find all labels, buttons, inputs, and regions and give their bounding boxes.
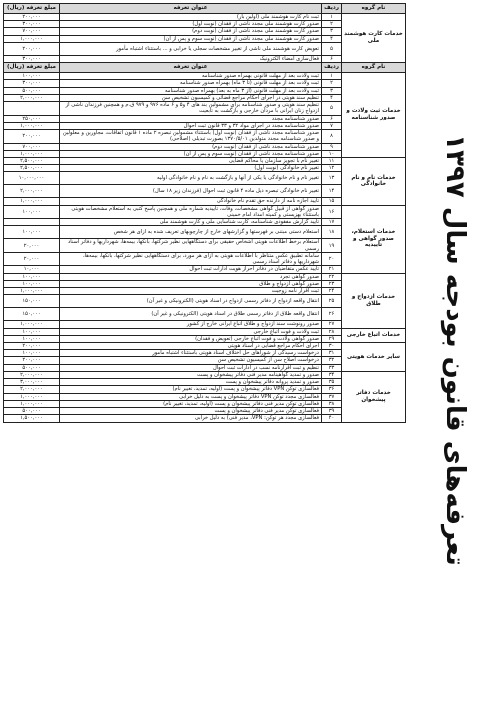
- header-row: ردیف: [322, 63, 342, 73]
- title-cell: استعلام برخط اطلاعات هویتی اشخاص حقیقی برای دستگاههایی نظیر شرکتها، بانکها، بیمه‌ها، شهرداریها و دفاتر اسناد رسمی: [60, 239, 322, 252]
- amount-cell: ۵۰۰,۰۰۰: [4, 364, 60, 371]
- group-name-cell: خدمات اتباع خارجی: [342, 328, 406, 342]
- row-number-cell: ۹: [322, 143, 342, 150]
- tariff-table-body: [4, 4, 406, 423]
- amount-cell: ۵۰۰,۰۰۰: [4, 408, 60, 415]
- amount-cell: [4, 219, 60, 226]
- title-cell: صدور شناسنامه مجدد در اجرای مواد ۳۲ و ۳۳ قانون ثبت احوال: [60, 122, 322, 129]
- table-row: [4, 371, 406, 378]
- row-number-cell: ۲۹: [322, 335, 342, 342]
- row-number-cell: ۱۰: [322, 150, 342, 157]
- title-cell: تغییر نام با تجویز سازمان یا محاکم قضایی: [60, 157, 322, 164]
- title-cell: صدور کارت هوشمند ملی مجدد ناشی از فقدان (نوبت سوم و پس از آن): [60, 35, 322, 42]
- amount-cell: ۲,۰۰۰,۰۰۰: [4, 386, 60, 393]
- row-number-cell: ۳: [322, 87, 342, 94]
- row-number-cell: ۱۴: [322, 185, 342, 198]
- title-cell: فعالسازی توکن VPN دفاتر پیشخوان و پست (اولیه، تمدید، تغییر نام): [60, 386, 322, 393]
- title-cell: صدور گواهی از قبیل گواهی مشخصات، وفات، تأییدیه شماره ملی و همچنین پاسخ کتبی به استعلام مشخصات هویتی باستثناء بهزیستی و کمیته امداد امام خمینی: [60, 205, 322, 218]
- row-number-cell: ۳۵: [322, 379, 342, 386]
- amount-cell: ۲,۰۰۰,۰۰۰: [4, 371, 60, 378]
- row-number-cell: ۳۱: [322, 350, 342, 357]
- header-title: عنوان تعرفه: [60, 4, 322, 14]
- row-number-cell: ۳: [322, 28, 342, 35]
- title-cell: تأیید عکس متقاضیان در دفاتر احراز هویت ادارات ثبت احوال: [60, 266, 322, 273]
- title-cell: ثبت ولادت و فوت اتباع خارجی: [60, 328, 322, 335]
- table-row: [4, 342, 406, 349]
- amount-cell: ۱۰۰,۰۰۰: [4, 273, 60, 280]
- row-number-cell: ۳۰: [322, 342, 342, 349]
- title-cell: صدور گواهی تجرد: [60, 273, 322, 280]
- amount-cell: ۱,۰۰۰,۰۰۰: [4, 122, 60, 129]
- amount-cell: ۷۰۰,۰۰۰: [4, 143, 60, 150]
- group-name-cell: سایر خدمات هویتی: [342, 342, 406, 371]
- row-number-cell: ۱۶: [322, 205, 342, 218]
- amount-cell: ۱۰۰,۰۰۰: [4, 205, 60, 218]
- amount-cell: ۱۰۰,۰۰۰: [4, 335, 60, 342]
- title-cell: صدور شناسنامه مجدد: [60, 115, 322, 122]
- amount-cell: ۱,۰۰۰,۰۰۰: [4, 35, 60, 42]
- title-cell: ثبت نام کارت هوشمند ملی (اولین بار): [60, 14, 322, 21]
- group-name-cell: خدمات استعلام، صدور گواهی و تأییدیه: [342, 205, 406, 273]
- row-number-cell: ۲۲: [322, 273, 342, 280]
- title-cell: انتقال واقعه ازدواج از دفاتر رسمی ازدواج در اسناد هویتی (الکترونیکی و غیر آن): [60, 295, 322, 308]
- amount-cell: ۲۵۰,۰۰۰: [4, 115, 60, 122]
- title-cell: فعالسازی توکن مدیر فنی دفاتر پیشخوان و پست: [60, 408, 322, 415]
- amount-cell: ۲,۵۰۰,۰۰۰: [4, 157, 60, 164]
- title-cell: صدور گواهی ازدواج و طلاق: [60, 280, 322, 287]
- title-cell: صدور و تمدید گواهینامه مدیر فنی دفاتر پیشخوان و پست: [60, 371, 322, 378]
- row-number-cell: ۳۴: [322, 371, 342, 378]
- title-cell: ثبت ولادت بعد از مهلت قانونی (از ۳ ماه به بعد) بهمراه صدور شناسنامه: [60, 87, 322, 94]
- header-title: عنوان تعرفه: [60, 63, 322, 73]
- header-group: نام گروه: [342, 4, 406, 14]
- table-row: [4, 73, 406, 80]
- row-number-cell: ۴: [322, 35, 342, 42]
- row-number-cell: ۵: [322, 42, 342, 55]
- row-number-cell: ۲۱: [322, 266, 342, 273]
- row-number-cell: ۴۰: [322, 415, 342, 422]
- amount-cell: ۲,۰۰۰,۰۰۰: [4, 94, 60, 101]
- row-number-cell: ۱: [322, 73, 342, 80]
- row-number-cell: ۲۵: [322, 295, 342, 308]
- title-cell: صدور و تمدید پروانه دفاتر پیشخوان و پست: [60, 379, 322, 386]
- row-number-cell: ۶: [322, 55, 342, 62]
- row-number-cell: ۶: [322, 115, 342, 122]
- title-cell: سامانه تطبیق عکس متناظر با اطلاعات هویتی به ازای هر مورد، برای دستگاههایی نظیر شرکتها، بانکها، بیمه‌ها، شهرداریها و دفاتر اسناد رسمی: [60, 252, 322, 265]
- row-number-cell: ۷: [322, 122, 342, 129]
- amount-cell: ۲۰۰,۰۰۰: [4, 357, 60, 364]
- title-cell: استعلام دستی مبتنی بر فهرستها و گزارشهای خارج از چارچوبهای تعریف شده به ازای هر شخص: [60, 226, 322, 239]
- title-cell: تغییر نام و نام خانوادگی یا یکی از آنها و بازگشت به نام و نام خانوادگی اولیه: [60, 172, 322, 185]
- row-number-cell: ۳۶: [322, 386, 342, 393]
- table-row: [4, 273, 406, 280]
- title-cell: صدور گواهی ولادت و فوت اتباع خارجی (تعویض و فقدان): [60, 335, 322, 342]
- amount-cell: ۱۰۰,۰۰۰: [4, 328, 60, 335]
- amount-cell: ۷۰۰,۰۰۰: [4, 28, 60, 35]
- group-name-cell: خدمات ثبت ولادت و صدور شناسنامه: [342, 73, 406, 158]
- title-cell: فعال‌سازی امضاء الکترونیک: [60, 55, 322, 62]
- row-number-cell: ۲۷: [322, 321, 342, 328]
- amount-cell: ۲,۵۰۰,۰۰۰: [4, 165, 60, 172]
- tariff-table: [3, 3, 406, 423]
- amount-cell: ۱,۵۰۰,۰۰۰: [4, 415, 60, 422]
- row-number-cell: ۱۵: [322, 198, 342, 205]
- amount-cell: ۱,۰۰۰,۰۰۰: [4, 198, 60, 205]
- amount-cell: ۳,۰۰۰,۰۰۰: [4, 379, 60, 386]
- row-number-cell: ۲۰: [322, 252, 342, 265]
- row-number-cell: ۲۸: [322, 328, 342, 335]
- title-cell: تعویض کارت هوشمند ملی ناشی از تغییر مشخصات سجلی یا خرابی و ... باستثناء اشتباه مأمور: [60, 42, 322, 55]
- title-cell: صدور کارت هوشمند ملی مجدد ناشی از فقدان (نوبت اول): [60, 21, 322, 28]
- row-number-cell: ۱: [322, 14, 342, 21]
- group-name-cell: خدمات نام و نام خانوادگی: [342, 157, 406, 205]
- row-number-cell: ۲: [322, 21, 342, 28]
- title-cell: درخواست رسیدگی از شوراهای حل اختلاف اسناد هویتی باستثناء اشتباه مأمور: [60, 350, 322, 357]
- amount-cell: ۱۵۰,۰۰۰: [4, 308, 60, 321]
- header-amount: مبلغ تعرفه (ریال): [4, 4, 60, 14]
- amount-cell: ۱۰۰,۰۰۰: [4, 73, 60, 80]
- title-cell: انتقال واقعه طلاق از دفاتر رسمی طلاق در اسناد هویتی (الکترونیکی و غیر آن): [60, 308, 322, 321]
- row-number-cell: ۲: [322, 80, 342, 87]
- title-cell: اجرای احکام مراجع قضایی در اسناد هویتی: [60, 342, 322, 349]
- title-cell: تنظیم سند هویتی و صدور شناسنامه برای مشمولین بند های ۴ و۵ و ۶ ماده ۹۷۶ و ۹۷۹ ق.م و همچنین فرزندان ناشی از ازدواج زنان ایرانی با مردان خارجی و بازگشت به تابعیت: [60, 102, 322, 115]
- table-header-row: [4, 4, 406, 14]
- row-number-cell: ۸: [322, 130, 342, 143]
- title-cell: تغییر نام خانوادگی (نوبت اول): [60, 165, 322, 172]
- header-amount: مبلغ تعرفه (ریال): [4, 63, 60, 73]
- table-row: [4, 205, 406, 218]
- row-number-cell: ۳۷: [322, 393, 342, 400]
- title-cell: تأیید گزارش مفقودی شناسنامه، کارت شناسایی ملی و کارت هوشمند ملی: [60, 219, 322, 226]
- row-number-cell: ۳۸: [322, 400, 342, 407]
- amount-cell: ۱,۰۰۰,۰۰۰: [4, 288, 60, 295]
- amount-cell: ۵۰۰,۰۰۰: [4, 87, 60, 94]
- row-number-cell: ۱۳: [322, 172, 342, 185]
- amount-cell: ۳۰۰,۰۰۰: [4, 80, 60, 87]
- title-cell: تغییر نام خانوادگی تبصره ذیل ماده ۴ قانون ثبت احوال (فرزندان زیر ۱۸ سال): [60, 185, 322, 198]
- table-row: [4, 157, 406, 164]
- amount-cell: ۱,۰۰۰,۰۰۰: [4, 150, 60, 157]
- title-cell: تنظیم سند هویتی در اجرای احکام مراجع قضائی و کمیسیون تشخیص سن: [60, 94, 322, 101]
- group-name-cell: خدمات دفاتر پیشخوان: [342, 371, 406, 422]
- title-cell: صدور رونوشت سند ازدواج و طلاق اتباع ایرانی خارج از کشور: [60, 321, 322, 328]
- table-row: [4, 328, 406, 335]
- amount-cell: ۱۰۰,۰۰۰: [4, 226, 60, 239]
- row-number-cell: ۲۴: [322, 288, 342, 295]
- title-cell: صدور کارت هوشمند ملی مجدد ناشی از فقدان (نوبت دوم): [60, 28, 322, 35]
- row-number-cell: ۲۶: [322, 308, 342, 321]
- row-number-cell: ۱۹: [322, 239, 342, 252]
- title-cell: صدور شناسنامه مجدد ناشی از فقدان (نوبت سوم و پس از آن): [60, 150, 322, 157]
- amount-cell: ۱۰,۰۰۰,۰۰۰: [4, 172, 60, 185]
- amount-cell: ۲۰,۰۰۰: [4, 252, 60, 265]
- amount-cell: ۱۰۰,۰۰۰: [4, 350, 60, 357]
- title-cell: درخواست اصلاح سن از کمیسیون تشخیص سن: [60, 357, 322, 364]
- amount-cell: ۲۰۰,۰۰۰: [4, 14, 60, 21]
- row-number-cell: ۱۸: [322, 226, 342, 239]
- row-number-cell: ۱۷: [322, 219, 342, 226]
- header-group: نام گروه: [342, 63, 406, 73]
- title-cell: فعالسازی توکن مدیر فنی دفاتر پیشخوان و پست (اولیه، تمدید، تغییر نام): [60, 400, 322, 407]
- amount-cell: ۳۰۰,۰۰۰: [4, 55, 60, 62]
- table-header-row: [4, 63, 406, 73]
- row-number-cell: ۱۱: [322, 157, 342, 164]
- amount-cell: ۱۰,۰۰۰: [4, 266, 60, 273]
- title-cell: ثبت ولادت بعد از مهلت قانونی بهمراه صدور شناسنامه: [60, 73, 322, 80]
- title-cell: فعالسازی مجدد توکن VPN دفاتر پیشخوان و پست به دلیل خرابی: [60, 393, 322, 400]
- amount-cell: ۱,۰۰۰,۰۰۰: [4, 321, 60, 328]
- group-name-cell: خدمات کارت هوشمند ملی: [342, 14, 406, 63]
- title-cell: صدور شناسنامه مجدد ناشی از فقدان (نوبت دوم): [60, 143, 322, 150]
- amount-cell: ۱۵۰,۰۰۰: [4, 295, 60, 308]
- amount-cell: ۱۰۰,۰۰۰: [4, 280, 60, 287]
- amount-cell: ۱,۰۰۰,۰۰۰: [4, 393, 60, 400]
- amount-cell: ۲۰۰,۰۰۰: [4, 342, 60, 349]
- amount-cell: ۲۰,۰۰۰: [4, 239, 60, 252]
- group-name-cell: خدمات ازدواج و طلاق: [342, 273, 406, 328]
- amount-cell: ۳۰۰,۰۰۰: [4, 21, 60, 28]
- row-number-cell: ۲۳: [322, 280, 342, 287]
- row-number-cell: ۵: [322, 102, 342, 115]
- row-number-cell: ۴: [322, 94, 342, 101]
- amount-cell: ۲,۰۰۰,۰۰۰: [4, 185, 60, 198]
- amount-cell: ۲۰۰,۰۰۰: [4, 130, 60, 143]
- title-cell: صدور شناسنامه مجدد ناشی از فقدان (نوبت اول) باستثناء مشمولین تبصره ۲ ماده ۱ قانون اتفاقات، مجاورین و معلولین و صدور شناسنامه مجدد متولدین ۱۳۷۰/۵/۰۱ بصورت تبدیلی (اصلاحی): [60, 130, 322, 143]
- amount-cell: ۱,۰۰۰,۰۰۰: [4, 400, 60, 407]
- table-row: [4, 14, 406, 21]
- page-title: تعرفه‌های قانون بودجه سال ۱۳۹۷: [440, 134, 470, 566]
- title-cell: فعالسازی مجدد هر توکن: VPN، مدیر فنی) به دلیل خرابی: [60, 415, 322, 422]
- row-number-cell: ۳۳: [322, 364, 342, 371]
- amount-cell: ۲۰۰,۰۰۰: [4, 42, 60, 55]
- title-cell: تنظیم و ثبت اقرارنامه نسب در ادارات ثبت احوال: [60, 364, 322, 371]
- page-title-vertical: [415, 60, 495, 640]
- row-number-cell: ۱۲: [322, 165, 342, 172]
- header-row: ردیف: [322, 4, 342, 14]
- title-cell: ثبت ولادت بعد از مهلت قانونی (تا ۳ ماه) بهمراه صدور شناسنامه: [60, 80, 322, 87]
- title-cell: ثبت اقرار نامه زوجیت: [60, 288, 322, 295]
- row-number-cell: ۳۲: [322, 357, 342, 364]
- row-number-cell: ۳۹: [322, 408, 342, 415]
- amount-cell: [4, 102, 60, 115]
- title-cell: تأیید اجازه نامه از دارنده حق تقدم نام خانوادگی: [60, 198, 322, 205]
